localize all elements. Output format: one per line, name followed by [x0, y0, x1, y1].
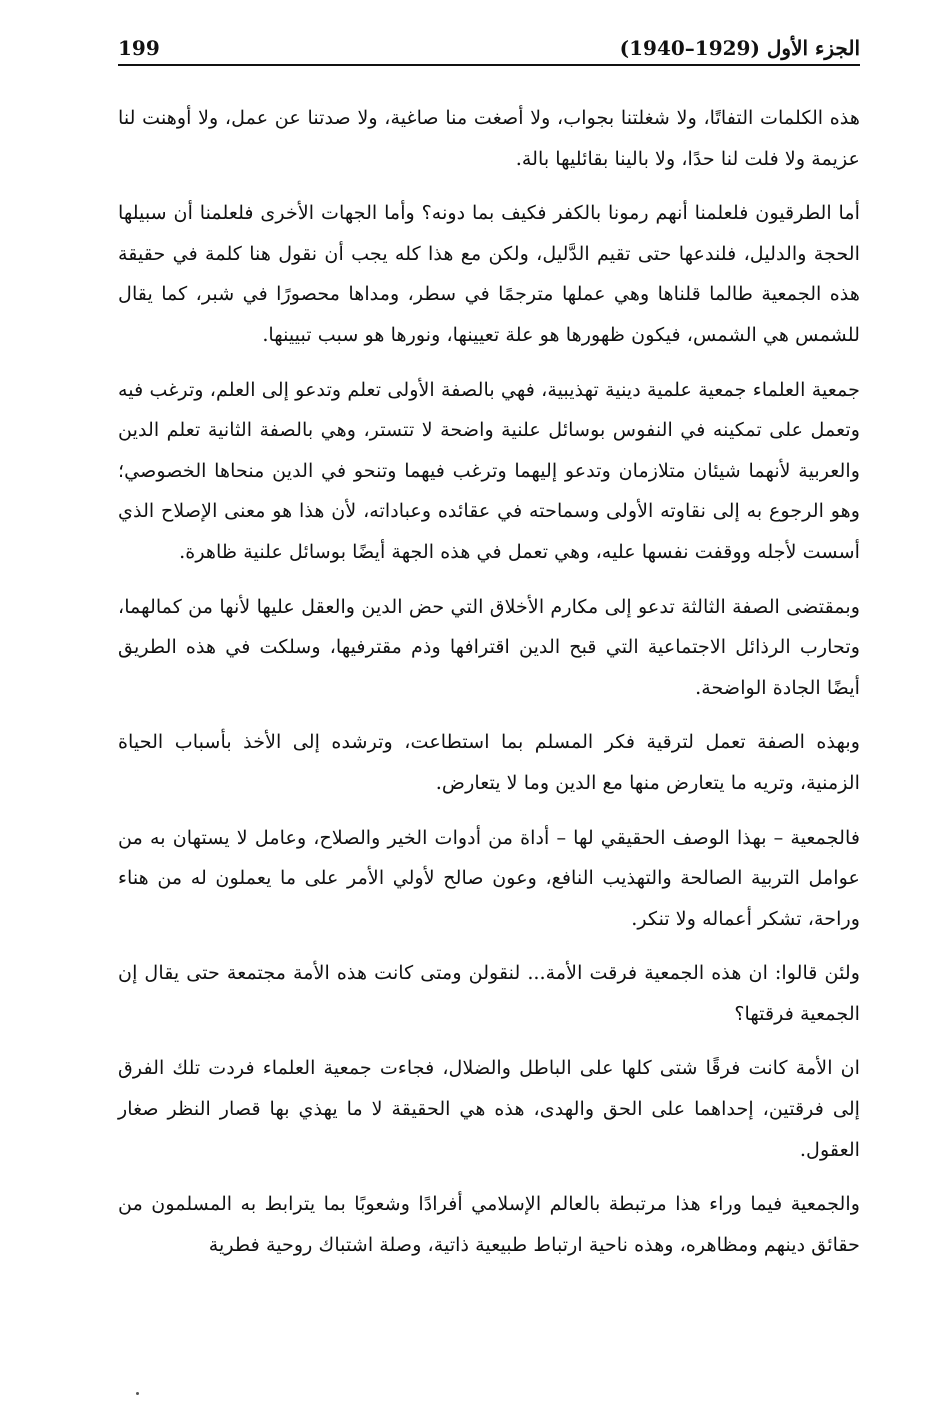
running-title: الجزء الأول (1929–1940): [619, 36, 860, 60]
page-number: 199: [118, 36, 160, 60]
scan-speck: [136, 1392, 139, 1395]
paragraph: أما الطرقيون فلعلمنا أنهم رمونا بالكفر فكيف بما دونه؟ وأما الجهات الأخرى فلعلمنا أن سبيلها الحجة والدليل، فلندعها حتى تقيم الدَّليل، ولكن مع هذا كله يجب أن نقول هنا كلمة في حقيقة هذه الجمعية طالما قلناها وهي عملها مترجمًا في سطر، ومداها محصورًا في شبر، كما يقال للشمس هي الشمس، فيكون ظهورها هو علة تعيينها، ونورها هو سبب تبيينها.: [118, 201, 860, 346]
paragraph: ان الأمة كانت فرقًا شتى كلها على الباطل والضلال، فجاءت جمعية العلماء فردت تلك الفرق إلى فرقتين، إحداهما على الحق والهدى، هذه هي الحقيقة لا ما يهذي بها قصار النظر صغار العقول.: [118, 1056, 861, 1161]
paragraph: وبهذه الصفة تعمل لترقية فكر المسلم بما استطاعت، وترشده إلى الأخذ بأسباب الحياة الزمنية، وتريه ما يتعارض منها مع الدين وما لا يتعارض.: [118, 730, 860, 794]
paragraph: جمعية العلماء جمعية علمية دينية تهذيبية، فهي بالصفة الأولى تعلم وتدعو إلى العلم، وترغب فيه وتعمل على تمكينه في النفوس بوسائل علنية واضحة لا تتستر، وهي بالصفة الثانية تعلم الدين والعربية لأنهما شيئان متلازمان وتدعو إليهما وترغب فيهما وتنحو في الدين منحاها الخصوصي؛ وهو الرجوع به إلى نقاوته الأولى وسماحته في عقائده وعباداته، لأن هذا هو معنى الإصلاح الذي أسست لأجله ووقفت نفسها عليه، وهي تعمل في هذه الجهة أيضًا بوسائل علنية ظاهرة.: [118, 377, 860, 563]
paragraph: فالجمعية – بهذا الوصف الحقيقي لها – أداة من أدوات الخير والصلاح، وعامل لا يستهان به من عوامل التربية الصالحة والتهذيب النافع، وعون صالح لأولي الأمر على ما يعملون له من هناء وراحة، تشكر أعماله ولا تنكر.: [118, 825, 860, 930]
paragraph: وبمقتضى الصفة الثالثة تدعو إلى مكارم الأخلاق التي حض الدين والعقل عليها لأنها من كمالهما، وتحارب الرذائل الاجتماعية التي قبح الدين اقترافها وذم مقترفيها، وسلكت في هذه الطريق أيضًا الجادة الواضحة.: [118, 594, 860, 699]
paragraph: هذه الكلمات التفاتًا، ولا شغلتنا بجواب، ولا أصغت منا صاغية، ولا صدتنا عن عمل، ولا أوهنت لنا عزيمة ولا فلت لنا حدًا، ولا بالينا بقائليها بالة.: [118, 106, 860, 170]
paragraph: ولئن قالوا: ان هذه الجمعية فرقت الأمة... لنقولن ومتى كانت هذه الأمة مجتمعة حتى يقال إن الجمعية فرقتها؟: [118, 961, 860, 1025]
paragraph: والجمعية فيما وراء هذا مرتبطة بالعالم الإسلامي أفرادًا وشعوبًا بما يترابط به المسلمون من حقائق دينهم ومظاهره، وهذه ناحية ارتباط طبيعية ذاتية، وصلة اشتباك روحية فطرية: [118, 1192, 860, 1256]
body-text: [118, 98, 860, 1279]
page-header: [118, 30, 860, 66]
